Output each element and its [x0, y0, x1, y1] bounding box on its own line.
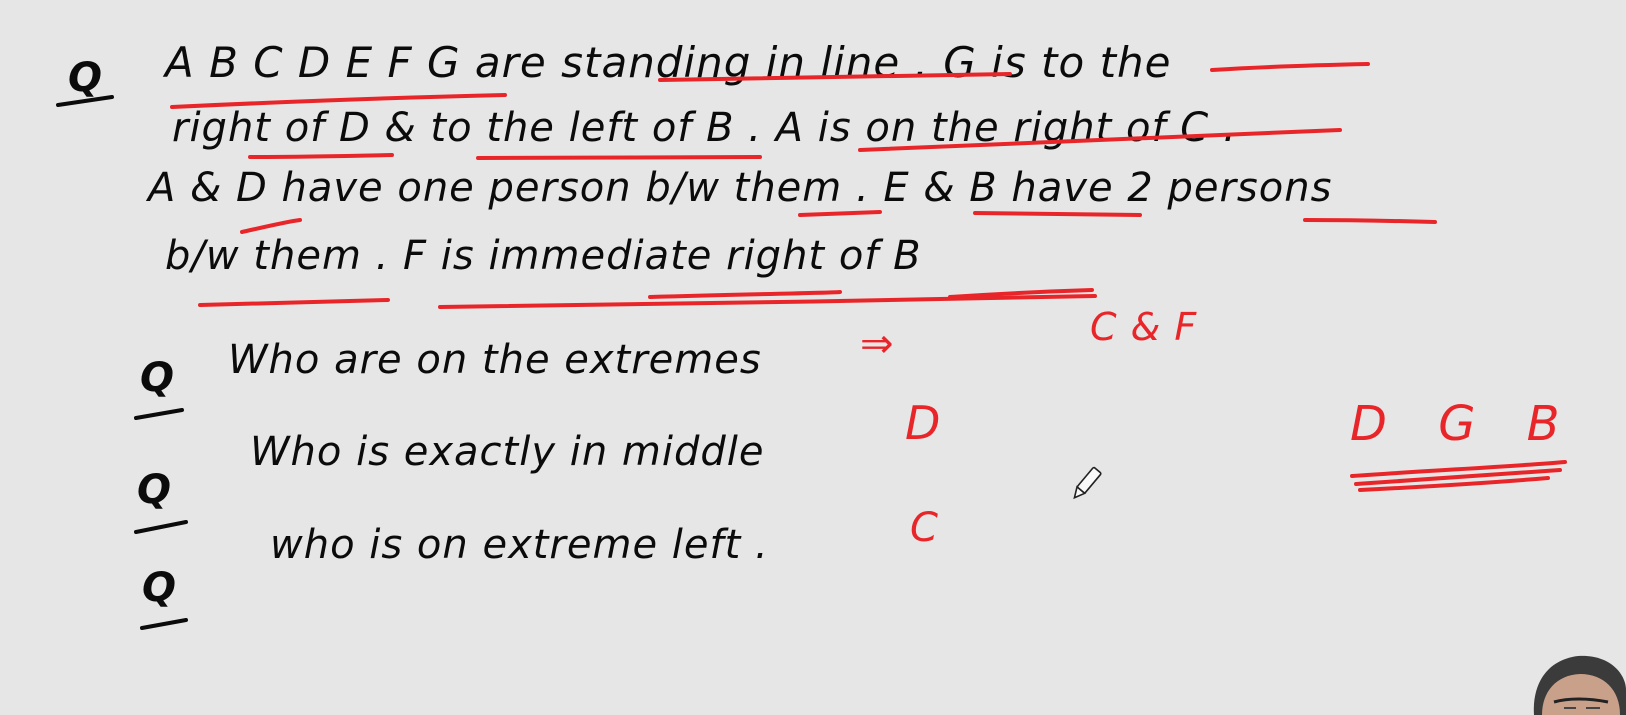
q-underline-2: [136, 522, 186, 532]
pen-cursor-icon: [1071, 467, 1102, 501]
side-note: D G B: [1350, 396, 1578, 452]
underline-f-immediate-3: [950, 290, 1092, 297]
underline-persons: [1305, 220, 1435, 222]
problem-line-4: b/w them . F is immediate right of B: [165, 233, 922, 279]
underline-to-the-left: [478, 157, 760, 158]
question-3-text: who is on extreme left .: [270, 522, 769, 568]
problem-label: Q: [68, 55, 104, 101]
side-note-underline-2: [1356, 470, 1560, 484]
problem-line-3: A & D have one person b/w them . E & B have 2 persons: [148, 165, 1333, 211]
problem-line-2: right of D & to the left of B . A is on the right of C .: [172, 105, 1237, 151]
question-1-label: Q: [140, 355, 176, 401]
underline-a-d: [242, 220, 300, 232]
question-3-answer: C: [910, 505, 939, 551]
question-1-arrow: ⇒: [860, 321, 895, 367]
underline-e-b: [975, 213, 1140, 215]
question-1-answer: C & F: [1090, 305, 1198, 349]
underline-f-immediate-2: [650, 292, 840, 297]
side-note-underline-3: [1360, 478, 1548, 490]
problem-line-1: A B C D E F G are standing in line . G is to the: [165, 38, 1172, 87]
underline-is-to-the: [1212, 64, 1368, 70]
underline-right-of-d: [250, 155, 392, 157]
question-1-text: Who are on the extremes: [228, 337, 762, 383]
underline-bw-them: [200, 300, 388, 305]
question-2-answer: D: [905, 396, 942, 450]
q-underline-3: [142, 620, 186, 628]
question-2-text: Who is exactly in middle: [250, 429, 765, 475]
underline-them: [800, 212, 880, 215]
q-underline-1: [136, 410, 182, 418]
side-note-underline-1: [1352, 462, 1565, 476]
question-3-label: Q: [142, 565, 178, 611]
underline-f-immediate: [440, 296, 1095, 307]
question-2-label: Q: [137, 467, 173, 513]
presenter-video-thumbnail: [1516, 630, 1626, 715]
